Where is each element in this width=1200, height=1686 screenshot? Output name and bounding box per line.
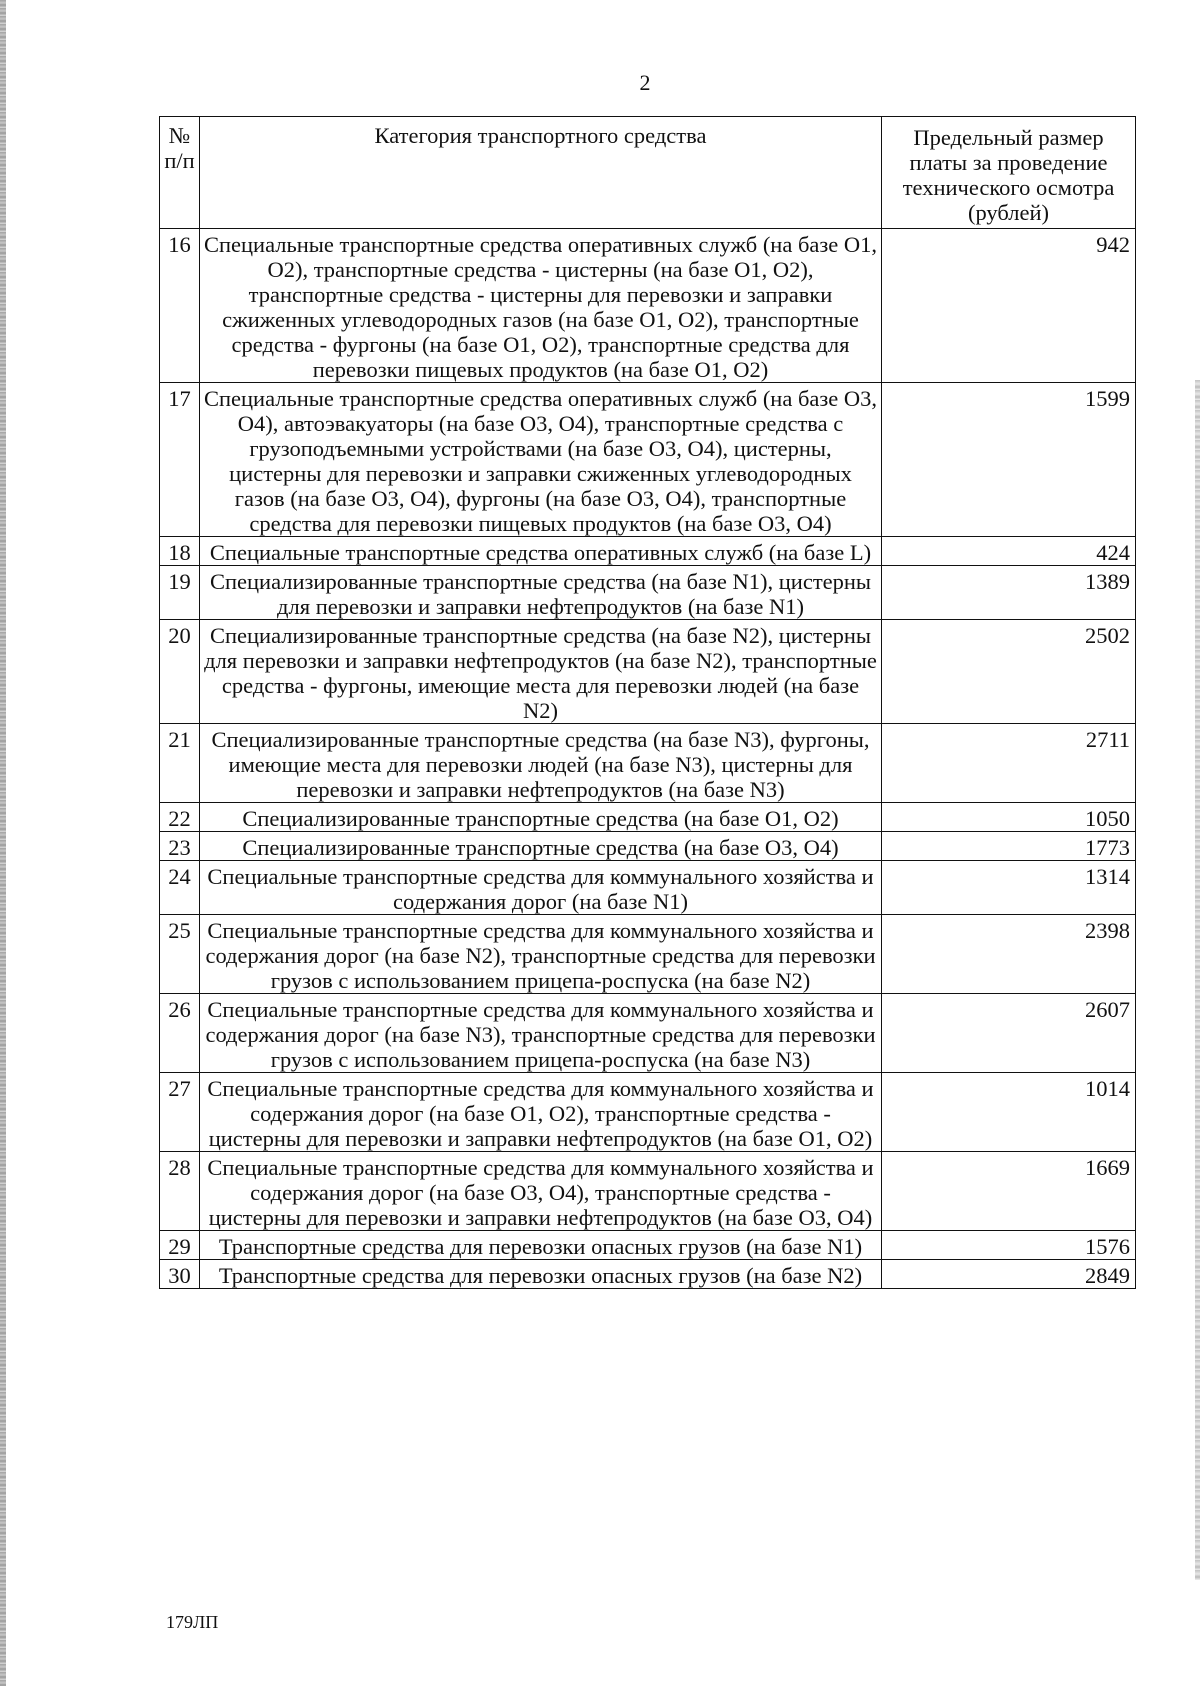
row-category: Специализированные транспортные средства (на базе O1, O2) xyxy=(200,803,882,832)
row-num: 17 xyxy=(160,383,200,537)
row-category: Специальные транспортные средства оперативных служб (на базе L) xyxy=(200,537,882,566)
row-category: Специализированные транспортные средства (на базе N3), фургоны, имеющие места для перевозки людей (на базе N3), цистерны для перевозки и заправки нефтепродуктов (на базе N3) xyxy=(200,724,882,803)
table-row xyxy=(160,1152,1136,1231)
row-fee: 1050 xyxy=(882,803,1136,832)
row-num: 25 xyxy=(160,915,200,994)
row-num: 22 xyxy=(160,803,200,832)
row-fee: 2711 xyxy=(882,724,1136,803)
fee-table xyxy=(159,116,1136,1289)
row-num: 16 xyxy=(160,229,200,383)
row-category: Транспортные средства для перевозки опасных грузов (на базе N1) xyxy=(200,1231,882,1260)
table-row xyxy=(160,1260,1136,1289)
row-fee: 1773 xyxy=(882,832,1136,861)
table-row xyxy=(160,994,1136,1073)
row-category: Транспортные средства для перевозки опасных грузов (на базе N2) xyxy=(200,1260,882,1289)
row-num: 24 xyxy=(160,861,200,915)
table-row xyxy=(160,1073,1136,1152)
row-fee: 942 xyxy=(882,229,1136,383)
table-row xyxy=(160,620,1136,724)
row-num: 18 xyxy=(160,537,200,566)
scan-edge-left xyxy=(0,0,6,1686)
row-category: Специальные транспортные средства для коммунального хозяйства и содержания дорог (на базе N2), транспортные средства для перевозки грузов с использованием прицепа-роспуска (на базе N2) xyxy=(200,915,882,994)
row-num: 30 xyxy=(160,1260,200,1289)
row-fee: 1014 xyxy=(882,1073,1136,1152)
page-number: 2 xyxy=(639,70,651,95)
row-category: Специальные транспортные средства оперативных служб (на базе O3, O4), автоэвакуаторы (на базе O3, O4), транспортные средства с грузоподъемными устройствами (на базе O3, O4), цистерны, цистерны для перевозки и заправки сжиженных углеводородных газов (на базе O3, O4), фургоны (на базе O3, O4), транспортные средства для перевозки пищевых продуктов (на базе O3, O4) xyxy=(200,383,882,537)
table-row xyxy=(160,861,1136,915)
row-fee: 1669 xyxy=(882,1152,1136,1231)
row-num: 27 xyxy=(160,1073,200,1152)
row-category: Специализированные транспортные средства (на базе N1), цистерны для перевозки и заправки нефтепродуктов (на базе N1) xyxy=(200,566,882,620)
table-row xyxy=(160,803,1136,832)
row-category: Специальные транспортные средства для коммунального хозяйства и содержания дорог (на базе N1) xyxy=(200,861,882,915)
table-row xyxy=(160,383,1136,537)
row-category: Специализированные транспортные средства (на базе O3, O4) xyxy=(200,832,882,861)
table-header-row xyxy=(160,117,1136,229)
table-row xyxy=(160,724,1136,803)
row-fee: 1576 xyxy=(882,1231,1136,1260)
table-row xyxy=(160,832,1136,861)
row-fee: 2607 xyxy=(882,994,1136,1073)
row-num: 28 xyxy=(160,1152,200,1231)
row-fee: 2502 xyxy=(882,620,1136,724)
row-num: 19 xyxy=(160,566,200,620)
row-category: Специальные транспортные средства для коммунального хозяйства и содержания дорог (на базе O3, O4), транспортные средства - цистерны для перевозки и заправки нефтепродуктов (на базе O3, O4) xyxy=(200,1152,882,1231)
row-fee: 2849 xyxy=(882,1260,1136,1289)
table-row xyxy=(160,566,1136,620)
header-num: № п/п xyxy=(160,117,200,229)
row-fee: 2398 xyxy=(882,915,1136,994)
header-category: Категория транспортного средства xyxy=(200,117,882,229)
footer-document-code: 179ЛП xyxy=(166,1612,219,1632)
table-row xyxy=(160,537,1136,566)
row-fee: 1599 xyxy=(882,383,1136,537)
row-num: 26 xyxy=(160,994,200,1073)
row-num: 29 xyxy=(160,1231,200,1260)
row-num: 23 xyxy=(160,832,200,861)
row-fee: 1389 xyxy=(882,566,1136,620)
row-category: Специальные транспортные средства для коммунального хозяйства и содержания дорог (на базе O1, O2), транспортные средства - цистерны для перевозки и заправки нефтепродуктов (на базе O1, O2) xyxy=(200,1073,882,1152)
scan-edge-right xyxy=(1195,380,1200,1580)
row-category: Специализированные транспортные средства (на базе N2), цистерны для перевозки и заправки нефтепродуктов (на базе N2), транспортные средства - фургоны, имеющие места для перевозки людей (на базе N2) xyxy=(200,620,882,724)
row-fee: 424 xyxy=(882,537,1136,566)
table-row xyxy=(160,229,1136,383)
table-row xyxy=(160,915,1136,994)
row-num: 20 xyxy=(160,620,200,724)
table-row xyxy=(160,1231,1136,1260)
header-fee: Предельный размер платы за проведение технического осмотра (рублей) xyxy=(882,117,1136,229)
row-category: Специальные транспортные средства оперативных служб (на базе O1, O2), транспортные средства - цистерны (на базе O1, O2), транспортные средства - цистерны для перевозки и заправки сжиженных углеводородных газов (на базе O1, O2), транспортные средства - фургоны (на базе O1, O2), транспортные средства для перевозки пищевых продуктов (на базе O1, O2) xyxy=(200,229,882,383)
row-fee: 1314 xyxy=(882,861,1136,915)
row-category: Специальные транспортные средства для коммунального хозяйства и содержания дорог (на базе N3), транспортные средства для перевозки грузов с использованием прицепа-роспуска (на базе N3) xyxy=(200,994,882,1073)
row-num: 21 xyxy=(160,724,200,803)
